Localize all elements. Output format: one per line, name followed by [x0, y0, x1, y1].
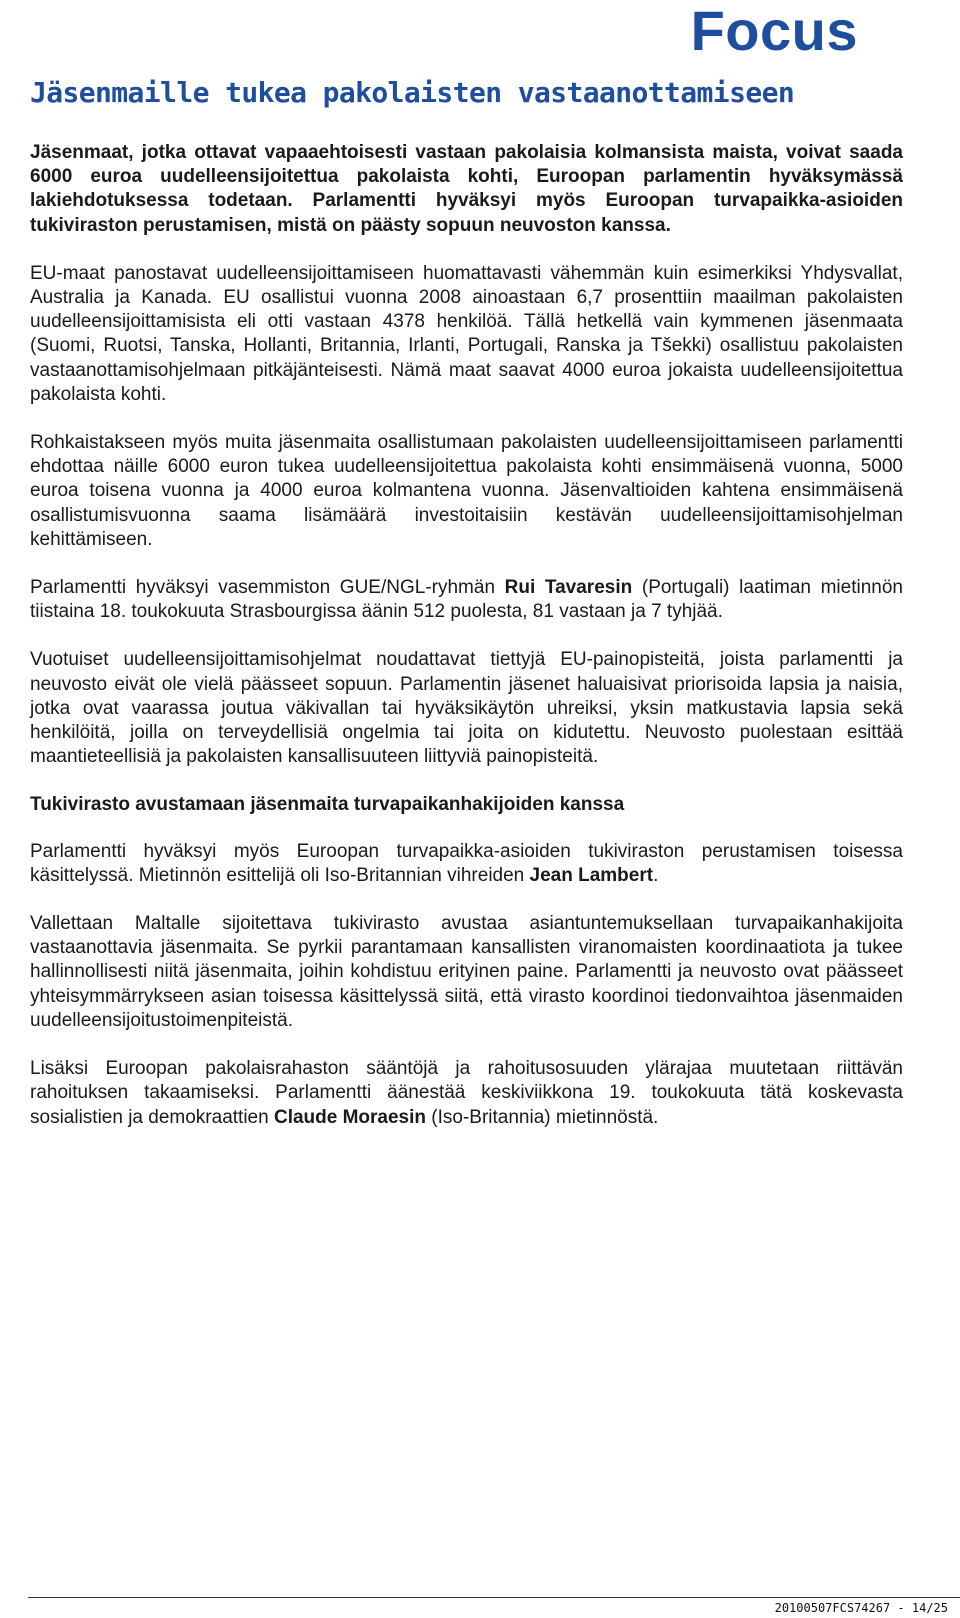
paragraph: Rohkaistakseen myös muita jäsenmaita osallistumaan pakolaisten uudelleensijoittamiseen parlamentti ehdottaa näille 6000 euron tukea uudelleensijoitettua pakolaista kohti ensimmäisenä vuonna, 5000 euroa toisena vuonna ja 4000 euroa kolmantena vuonna. Jäsenvaltioiden kahtena ensimmäisenä osallistumisvuonna saama lisämäärä investoitaisiin kestävän uudelleensijoittamisohjelman kehittämiseen. — [30, 432, 903, 550]
paragraph: EU-maat panostavat uudelleensijoittamiseen huomattavasti vähemmän kuin esimerkiksi Yhdysvallat, Australia ja Kanada. EU osallistui vuonna 2008 ainoastaan 6,7 prosenttiin maailman pakolaisten uudelleensijoittamisista eli otti vastaan 4378 henkilöä. Tällä hetkellä vain kymmenen jäsenmaata (Suomi, Ruotsi, Tanska, Hollanti, Britannia, Irlanti, Portugali, Ranska ja Tšekki) osallistuu pakolaisten vastaanottamisohjelmaan pitkäjänteisesti. Nämä maat saavat 4000 euroa jokaista uudelleensijoitettua pakolaista kohti. — [30, 262, 903, 405]
text: (Portugali) laatiman mietinnön tiistaina 18. toukokuuta Strasbourgissa äänin 512 puolesta, 81 vastaan ja 7 tyhjää. — [30, 577, 903, 623]
page-title: Jäsenmaille tukea pakolaisten vastaanottamiseen — [30, 76, 795, 109]
text: . — [653, 864, 659, 886]
paragraph — [30, 1057, 903, 1130]
rapporteur-name: Claude Moraesin — [273, 1106, 427, 1128]
text: Parlamentti hyväksyi myös Euroopan turvapaikka-asioiden tukiviraston perustamisen toisessa käsittelyssä. Mietinnön esittelijä oli Iso-Britannian vihreiden — [30, 840, 903, 886]
lead-paragraph: Jäsenmaat, jotka ottavat vapaaehtoisesti vastaan pakolaisia kolmansista maista, voivat saada 6000 euroa uudelleensijoitettua pakolaista kohti, Euroopan parlamentin hyväksymässä lakiehdotuksessa todetaan. Parlamentti hyväksyi myös Euroopan turvapaikka-asioiden tukiviraston perustamisen, mistä on päästy sopuun neuvoston kanssa. — [30, 142, 903, 236]
paragraph: Vuotuiset uudelleensijoittamisohjelmat noudattavat tiettyjä EU-painopisteitä, joista parlamentti ja neuvosto eivät ole vielä päässeet sopuun. Parlamentin jäsenet haluaisivat priorisoida lapsia ja naisia, jotka ovat vaarassa joutua väkivallan tai hyväksikäytön uhreiksi, yksin matkustavia lapsia sekä henkilöitä, joilla on terveydellisiä ongelmia tai joita on kidutettu. Neuvosto puolestaan esittää maantieteellisiä ja pakolaisten kansallisuuteen liittyviä painopisteitä. — [30, 649, 903, 768]
text: (Iso-Britannia) mietinnöstä. — [426, 1106, 659, 1128]
text: Lisäksi Euroopan pakolaisrahaston sääntöjä ja rahoitusosuuden ylärajaa muutetaan riittävän rahoituksen takaamiseksi. Parlamentti äänestää keskiviikkona 19. toukokuuta tätä koskevasta sosialistien ja demokraattien — [30, 1058, 903, 1128]
footer-divider — [28, 1597, 960, 1598]
paragraph: Vallettaan Maltalle sijoitettava tukivirasto avustaa asiantuntemuksellaan turvapaikanhakijoita vastaanottavia jäsenmaita. Se pyrkii parantamaan kansallisten viranomaisten koordinaatiota ja tukee hallinnollisesti niitä jäsenmaita, joihin kohdistuu erityinen paine. Parlamentti ja neuvosto ovat päässeet yhteisymmärrykseen asian toisessa käsittelyssä siitä, että virasto koordinoi tiedonvaihtoa jäsenmaiden uudelleensijoitustoimenpiteistä. — [30, 913, 903, 1031]
section-label: Focus — [690, 0, 858, 62]
rapporteur-name: Rui Tavaresin — [504, 577, 633, 599]
paragraph — [30, 840, 903, 888]
rapporteur-name: Jean Lambert — [529, 864, 654, 886]
text: Parlamentti hyväksyi vasemmiston GUE/NGL-ryhmän — [30, 577, 505, 599]
paragraph — [30, 576, 903, 624]
section-heading: Tukivirasto avustamaan jäsenmaita turvapaikanhakijoiden kanssa — [30, 794, 625, 816]
footer-reference: 20100507FCS74267 - 14/25 — [774, 1601, 948, 1615]
article-body — [30, 141, 903, 1154]
